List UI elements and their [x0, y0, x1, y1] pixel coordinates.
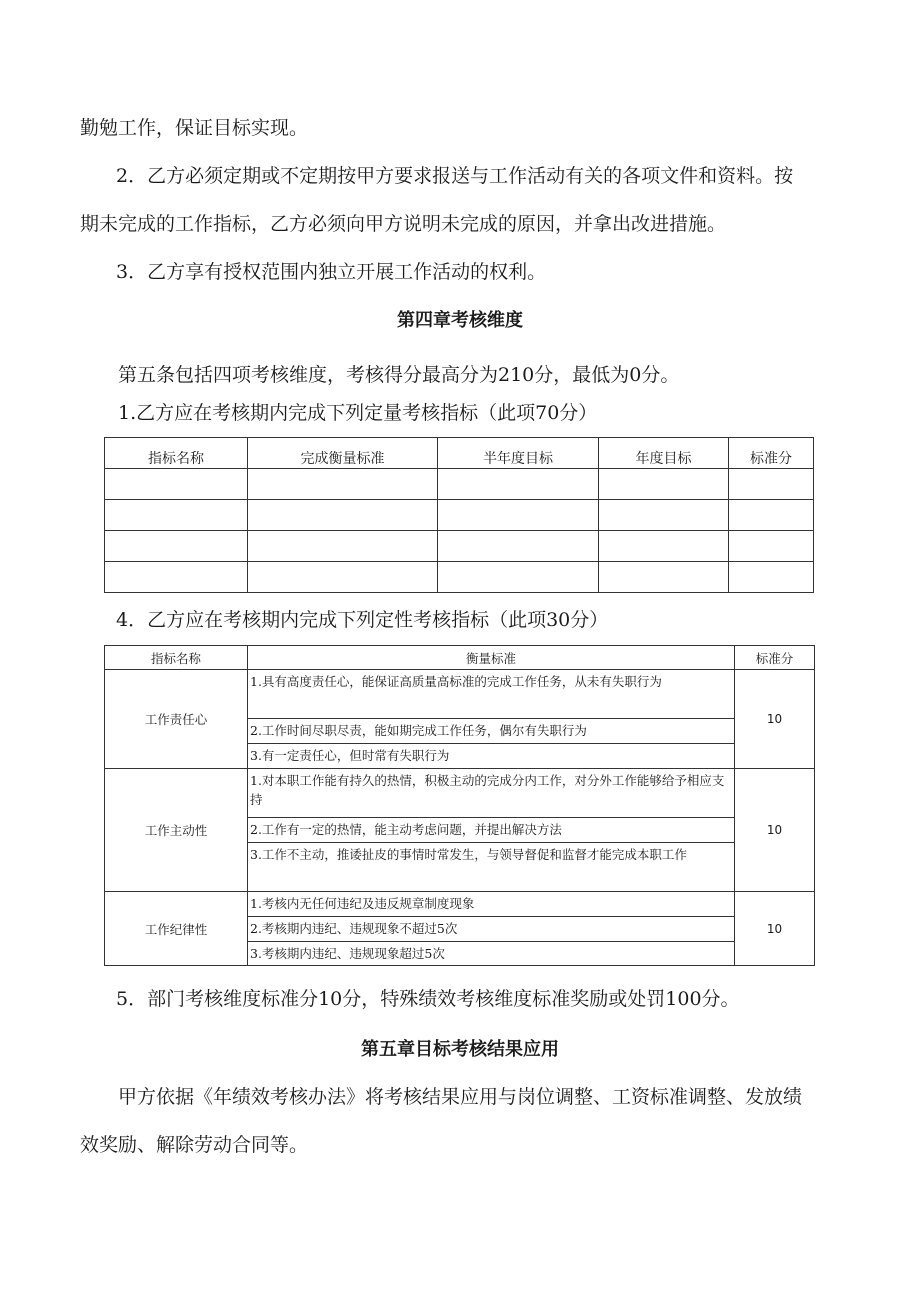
table-row	[105, 500, 814, 531]
clause-2-line-2: 期未完成的工作指标，乙方必须向甲方说明未完成的原因，并拿出改进措施。	[80, 213, 727, 235]
table-row	[105, 670, 815, 719]
table-row	[105, 769, 815, 818]
qualitative-item-intro: 4．乙方应在考核期内完成下列定性考核指标（此项30分）	[116, 609, 609, 631]
result-application-line-2: 效奖励、解除劳动合同等。	[80, 1134, 309, 1156]
paragraph-continuation: 勤勉工作，保证目标实现。	[80, 117, 309, 139]
table-header-row	[105, 438, 814, 469]
header-measure-standard: 衡量标准	[248, 646, 735, 670]
criterion: 2.工作有一定的热情，能主动考虑问题，并提出解决方法	[248, 818, 735, 843]
criterion: 1.具有高度责任心，能保证高质量高标准的完成工作任务，从未有失职行为	[248, 670, 735, 719]
header-indicator-name: 指标名称	[105, 438, 248, 469]
criterion: 1.对本职工作能有持久的热情，积极主动的完成分内工作，对分外工作能够给予相应支持	[248, 769, 735, 818]
criterion: 1.考核内无任何违纪及违反规章制度现象	[248, 892, 735, 917]
table-row	[105, 562, 814, 593]
article-5: 第五条包括四项考核维度，考核得分最高分为210分，最低为0分。	[118, 364, 680, 386]
criterion: 2.考核期内违纪、违规现象不超过5次	[248, 917, 735, 942]
table-header-row	[105, 646, 815, 670]
header-annual-target: 年度目标	[599, 438, 729, 469]
qualitative-indicators-table	[104, 645, 815, 966]
header-standard-score: 标准分	[729, 438, 814, 469]
header-measure-standard: 完成衡量标准	[248, 438, 438, 469]
standard-score: 10	[735, 670, 815, 769]
department-score-note: 5．部门考核维度标准分10分，特殊绩效考核维度标准奖励或处罚100分。	[116, 988, 740, 1010]
result-application-line-1: 甲方依据《年绩效考核办法》将考核结果应用与岗位调整、工资标准调整、发放绩	[118, 1086, 803, 1108]
indicator-name: 工作责任心	[105, 670, 248, 769]
header-half-year-target: 半年度目标	[438, 438, 599, 469]
indicator-name: 工作主动性	[105, 769, 248, 892]
clause-3: 3．乙方享有授权范围内独立开展工作活动的权利。	[116, 261, 547, 283]
table-row	[105, 531, 814, 562]
header-indicator-name: 指标名称	[105, 646, 248, 670]
criterion: 3.工作不主动，推诿扯皮的事情时常发生，与领导督促和监督才能完成本职工作	[248, 843, 735, 892]
chapter-5-heading: 第五章目标考核结果应用	[361, 1039, 559, 1060]
standard-score: 10	[735, 892, 815, 966]
criterion: 3.有一定责任心，但时常有失职行为	[248, 744, 735, 769]
quantitative-indicators-table	[104, 437, 814, 593]
criterion: 2.工作时间尽职尽责，能如期完成工作任务，偶尔有失职行为	[248, 719, 735, 744]
indicator-name: 工作纪律性	[105, 892, 248, 966]
quantitative-item-intro: 1.乙方应在考核期内完成下列定量考核指标（此项70分）	[118, 402, 598, 424]
table-row	[105, 469, 814, 500]
table-row	[105, 892, 815, 917]
criterion: 3.考核期内违纪、违规现象超过5次	[248, 942, 735, 966]
clause-2-line-1: 2．乙方必须定期或不定期按甲方要求报送与工作活动有关的各项文件和资料。按	[116, 165, 794, 187]
standard-score: 10	[735, 769, 815, 892]
chapter-4-heading: 第四章考核维度	[397, 310, 523, 331]
header-standard-score: 标准分	[735, 646, 815, 670]
